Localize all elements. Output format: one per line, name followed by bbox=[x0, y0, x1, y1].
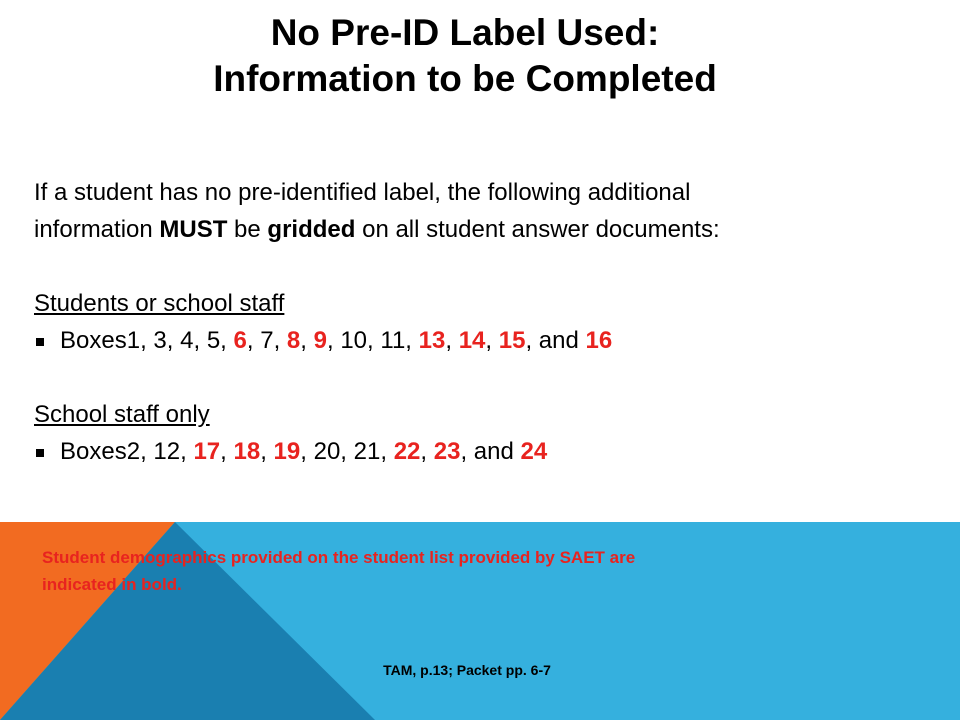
citation: TAM, p.13; Packet pp. 6-7 bbox=[383, 662, 551, 678]
intro-gridded: gridded bbox=[267, 216, 356, 243]
section-heading-staff-only: School staff only bbox=[34, 401, 210, 428]
square-bullet-icon bbox=[36, 449, 44, 457]
intro-text-b: be bbox=[227, 216, 268, 243]
box-separator: , bbox=[193, 327, 207, 354]
box-separator: , bbox=[380, 438, 394, 465]
box-number: 19 bbox=[273, 438, 301, 465]
box-separator: , bbox=[220, 327, 234, 354]
box-separator: , bbox=[485, 327, 499, 354]
box-separator: , bbox=[326, 327, 341, 354]
intro-must: MUST bbox=[159, 216, 228, 243]
boxes-list-students-staff bbox=[34, 322, 954, 359]
box-separator: , bbox=[220, 438, 234, 465]
box-number: 11 bbox=[380, 327, 406, 354]
square-bullet-icon bbox=[36, 338, 44, 346]
box-number: 17 bbox=[193, 438, 221, 465]
intro-text-a: information bbox=[34, 216, 160, 243]
box-separator: , bbox=[445, 327, 459, 354]
box-number: 8 bbox=[286, 327, 301, 354]
box-separator: , bbox=[420, 438, 434, 465]
demographics-note bbox=[42, 544, 922, 598]
box-separator: , and bbox=[525, 327, 586, 354]
box-number: 16 bbox=[585, 327, 613, 354]
box-number: 3 bbox=[153, 327, 167, 354]
box-separator: , bbox=[405, 327, 419, 354]
section-heading-students-staff: Students or school staff bbox=[34, 290, 285, 317]
box-number: 12 bbox=[153, 438, 181, 465]
box-number: 1 bbox=[126, 327, 141, 354]
box-number: 5 bbox=[206, 327, 221, 354]
box-number: 21 bbox=[353, 438, 381, 465]
content-body bbox=[34, 174, 954, 470]
box-number: 7 bbox=[260, 327, 274, 354]
spacer bbox=[34, 248, 954, 285]
spacer bbox=[34, 359, 954, 396]
box-separator: , bbox=[367, 327, 381, 354]
box-separator: , bbox=[140, 327, 154, 354]
box-number: 22 bbox=[393, 438, 421, 465]
box-number: 14 bbox=[458, 327, 486, 354]
box-separator: , bbox=[246, 327, 261, 354]
box-separator: , bbox=[140, 438, 154, 465]
intro-line-2 bbox=[34, 211, 954, 248]
page-title bbox=[0, 10, 930, 102]
box-separator: , bbox=[166, 327, 181, 354]
box-number: 18 bbox=[233, 438, 261, 465]
title-line-1: No Pre-ID Label Used: bbox=[270, 12, 660, 53]
intro-text-c: on all student answer documents: bbox=[355, 216, 720, 243]
box-number: 2 bbox=[126, 438, 141, 465]
box-number: 20 bbox=[313, 438, 341, 465]
box-number: 4 bbox=[180, 327, 194, 354]
box-number: 6 bbox=[233, 327, 247, 354]
box-separator: , and bbox=[460, 438, 521, 465]
note-line-1: Student demographics provided on the student list provided by SAET are bbox=[42, 548, 636, 567]
box-separator: , bbox=[273, 327, 287, 354]
boxes-numbers bbox=[127, 433, 547, 470]
box-separator: , bbox=[180, 438, 194, 465]
note-line-2: indicated in bold. bbox=[42, 575, 182, 594]
box-separator: , bbox=[300, 438, 314, 465]
box-number: 23 bbox=[433, 438, 461, 465]
intro-line-1: If a student has no pre-identified label, the following additional bbox=[34, 179, 691, 206]
boxes-prefix: Boxes bbox=[60, 438, 127, 465]
box-number: 9 bbox=[313, 327, 327, 354]
box-number: 15 bbox=[498, 327, 526, 354]
boxes-prefix: Boxes bbox=[60, 327, 127, 354]
boxes-numbers bbox=[127, 322, 612, 359]
box-number: 24 bbox=[520, 438, 548, 465]
box-separator: , bbox=[260, 438, 274, 465]
boxes-list-staff-only bbox=[34, 433, 954, 470]
box-number: 13 bbox=[418, 327, 446, 354]
title-line-2: Information to be Completed bbox=[213, 58, 717, 99]
box-separator: , bbox=[300, 327, 314, 354]
box-separator: , bbox=[340, 438, 354, 465]
box-number: 10 bbox=[340, 327, 368, 354]
